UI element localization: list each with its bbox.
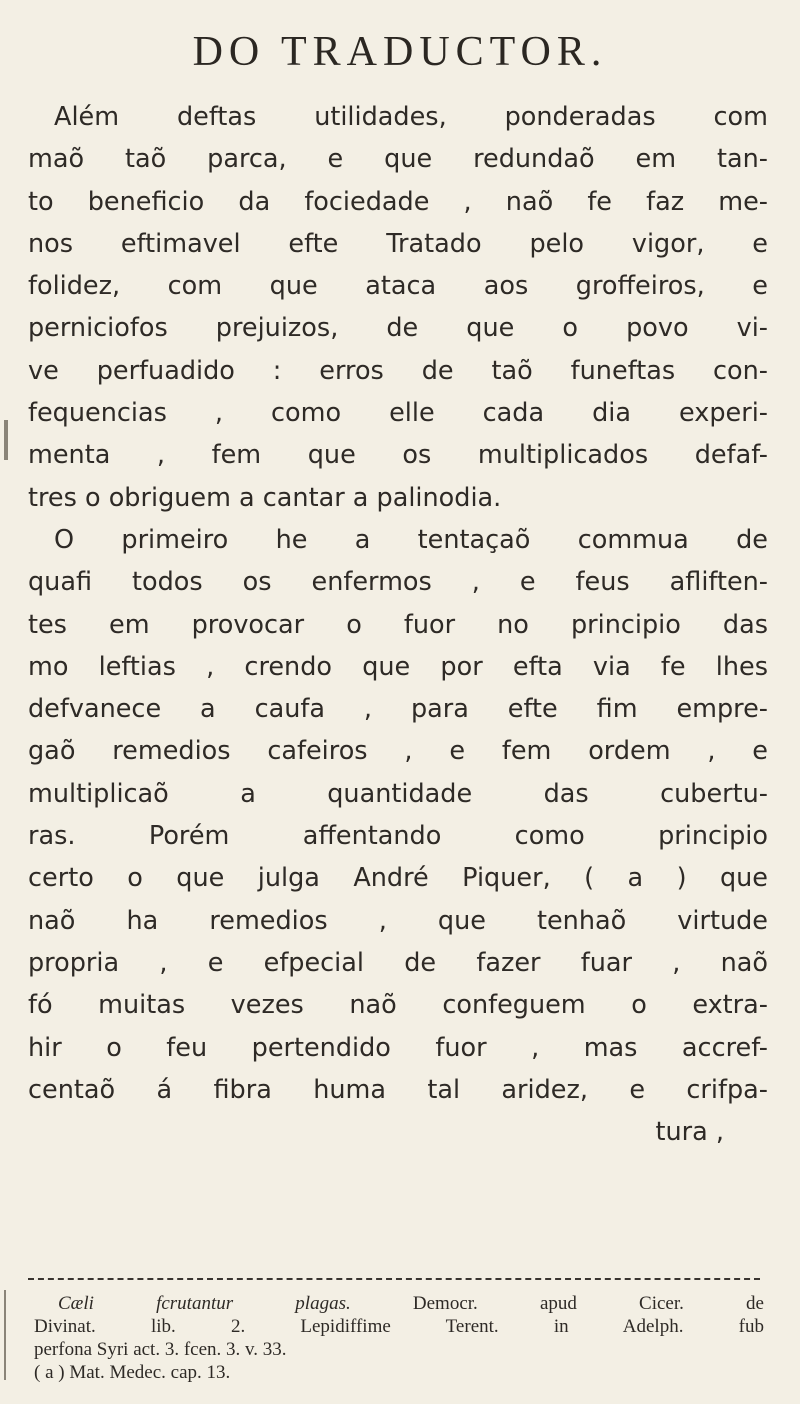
margin-mark <box>4 1290 6 1380</box>
text-line: certo o que julga André Piquer, ( a ) que <box>28 863 768 894</box>
text-line: gaõ remedios cafeiros , e fem ordem , e <box>28 736 768 767</box>
text-line: fequencias , como elle cada dia experi- <box>28 398 768 429</box>
text-line: multiplicaõ a quantidade das cubertu- <box>28 778 768 809</box>
text-line: perniciofos prejuizos, de que o povo vi- <box>28 313 768 344</box>
text-line: naõ ha remedios , que tenhaõ virtude <box>28 905 768 936</box>
footnote-rule <box>28 1278 760 1280</box>
text-line: tres o obriguem a cantar a palinodia. <box>28 482 502 513</box>
footnote-line <box>34 1292 764 1315</box>
text-line: defvanece a caufa , para efte fim empre- <box>28 694 768 725</box>
text-line: centaõ á fibra huma tal aridez, e crifpa- <box>28 1074 768 1105</box>
text-line: Além deftas utilidades, ponderadas com <box>54 102 768 132</box>
footnote-a: ( a ) Mat. Medec. cap. 13. <box>34 1362 231 1383</box>
text-line: quafi todos os enfermos , e feus afliften- <box>28 567 768 598</box>
text-line: hir o feu pertendido fuor , mas accref- <box>28 1032 768 1063</box>
footnote-quote: Cæli fcrutantur plagas. <box>58 1293 351 1314</box>
footnote-line: Divinat. lib. 2. Lepidiffime Terent. in Adelph. fub <box>34 1316 764 1337</box>
text-line: ve perfuadido : erros de taõ funeftas con- <box>28 355 768 386</box>
footnotes <box>34 1292 764 1384</box>
text-line: maõ taõ parca, e que redundaõ em tan- <box>28 144 768 175</box>
text-line: tura , <box>655 1117 724 1148</box>
text-line: nos eftimavel efte Tratado pelo vigor, e <box>28 228 768 259</box>
text-line: fó muitas vezes naõ confeguem o extra- <box>28 990 768 1021</box>
text-line: menta , fem que os multiplicados defaf- <box>28 440 768 471</box>
body-text <box>28 96 768 1153</box>
footnote-citation: Democr. apud Cicer. de <box>350 1293 764 1314</box>
text-line: ras. Porém affentando como principio <box>28 821 768 852</box>
text-line: to beneficio da fociedade , naõ fe faz me- <box>28 186 768 217</box>
text-line: tes em provocar o fuor no principio das <box>28 609 768 640</box>
margin-mark <box>4 420 8 460</box>
text-line: propria , e efpecial de fazer fuar , naõ <box>28 947 768 978</box>
footnote-line: perfona Syri act. 3. fcen. 3. v. 33. <box>34 1339 287 1360</box>
running-header: DO TRADUCTOR. <box>192 29 608 75</box>
text-line: folidez, com que ataca aos groffeiros, e <box>28 271 768 302</box>
text-line: O primeiro he a tentaçaõ commua de <box>54 524 768 555</box>
text-line: mo leftias , crendo que por efta via fe lhes <box>28 651 768 682</box>
